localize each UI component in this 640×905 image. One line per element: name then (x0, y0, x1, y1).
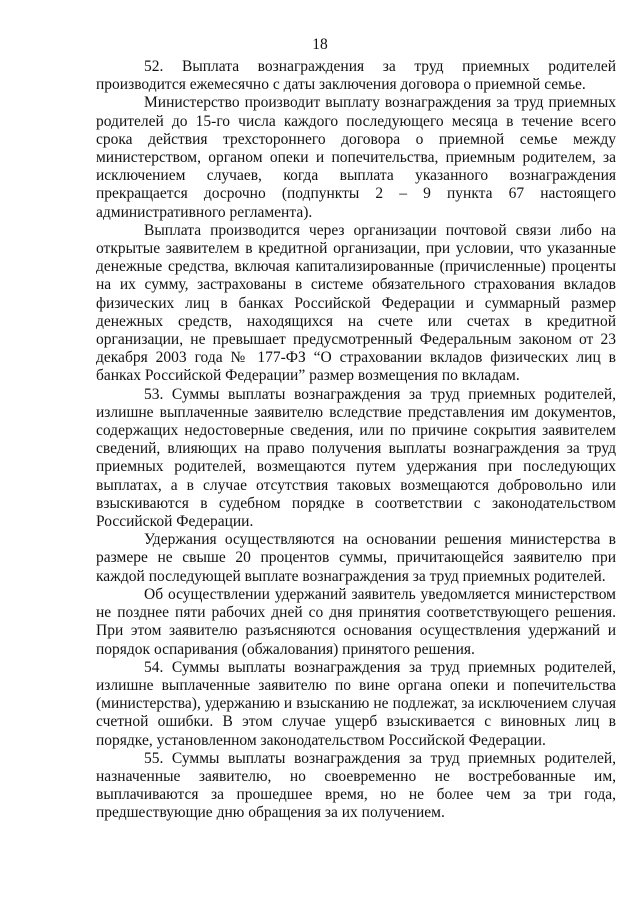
paragraph-deduction-notice: Об осуществлении удержаний заявитель уведомляется министерством не позднее пяти рабочих дней со дня принятия соответствующего решения. При этом заявителю разъясняются основания осуществления удержаний и порядок оспаривания (обжалования) принятого решения. (96, 585, 616, 658)
paragraph-52-payment-schedule: 52. Выплата вознаграждения за труд приемных родителей производится ежемесячно с даты заключения договора о приемной семье. (96, 58, 616, 94)
page-number: 18 (312, 36, 328, 53)
document-body (96, 58, 616, 823)
paragraph-55-unclaimed-payments: 55. Суммы выплаты вознаграждения за труд приемных родителей, назначенные заявителю, но своевременно не востребованные им, выплачиваются за прошедшее время, но не более чем за три года, предшествующие дню обращения за их получением. (96, 749, 616, 822)
paragraph-payment-method: Выплата производится через организации почтовой связи либо на открытые заявителем в кредитной организации, при условии, что указанные денежные средства, включая капитализированные (причисленные) проценты на их сумму, застрахованы в системе обязательного страхования вкладов физических лиц в банках Российской Федерации и суммарный размер денежных средств, находящихся на счете или счетах в кредитной организации, не превышает предусмотренный Федеральным законом от 23 декабря 2003 года № 177-ФЗ “О страховании вкладов физических лиц в банках Российской Федерации” размер возмещения по вкладам. (96, 221, 616, 385)
paragraph-54-authority-error: 54. Суммы выплаты вознаграждения за труд приемных родителей, излишне выплаченные заявителю по вине органа опеки и попечительства (министерства), удержанию и взысканию не подлежат, за исключением случая счетной ошибки. В этом случае ущерб взыскивается с виновных лиц в порядке, установленном законодательством Российской Федерации. (96, 658, 616, 749)
paragraph-ministry-payment-term: Министерство производит выплату вознаграждения за труд приемных родителей до 15-го числа каждого последующего месяца в течение всего срока действия трехстороннего договора о приемной семье между министерством, органом опеки и попечительства, приемным родителем, за исключением случаев, когда выплата указанного вознаграждения прекращается досрочно (подпункты 2 – 9 пункта 67 настоящего административного регламента). (96, 94, 616, 221)
paragraph-deduction-limit: Удержания осуществляются на основании решения министерства в размере не свыше 20 процентов суммы, причитающейся заявителю при каждой последующей выплате вознаграждения за труд приемных родителей. (96, 531, 616, 585)
paragraph-53-overpayment-recovery: 53. Суммы выплаты вознаграждения за труд приемных родителей, излишне выплаченные заявителю вследствие представления им документов, содержащих недостоверные сведения, или по причине сокрытия заявителем сведений, влияющих на право получения выплаты вознаграждения за труд приемных родителей, возмещаются путем удержания при последующих выплатах, а в случае отсутствия таковых возмещаются добровольно или взыскиваются в судебном порядке в соответствии с законодательством Российской Федерации. (96, 385, 616, 531)
